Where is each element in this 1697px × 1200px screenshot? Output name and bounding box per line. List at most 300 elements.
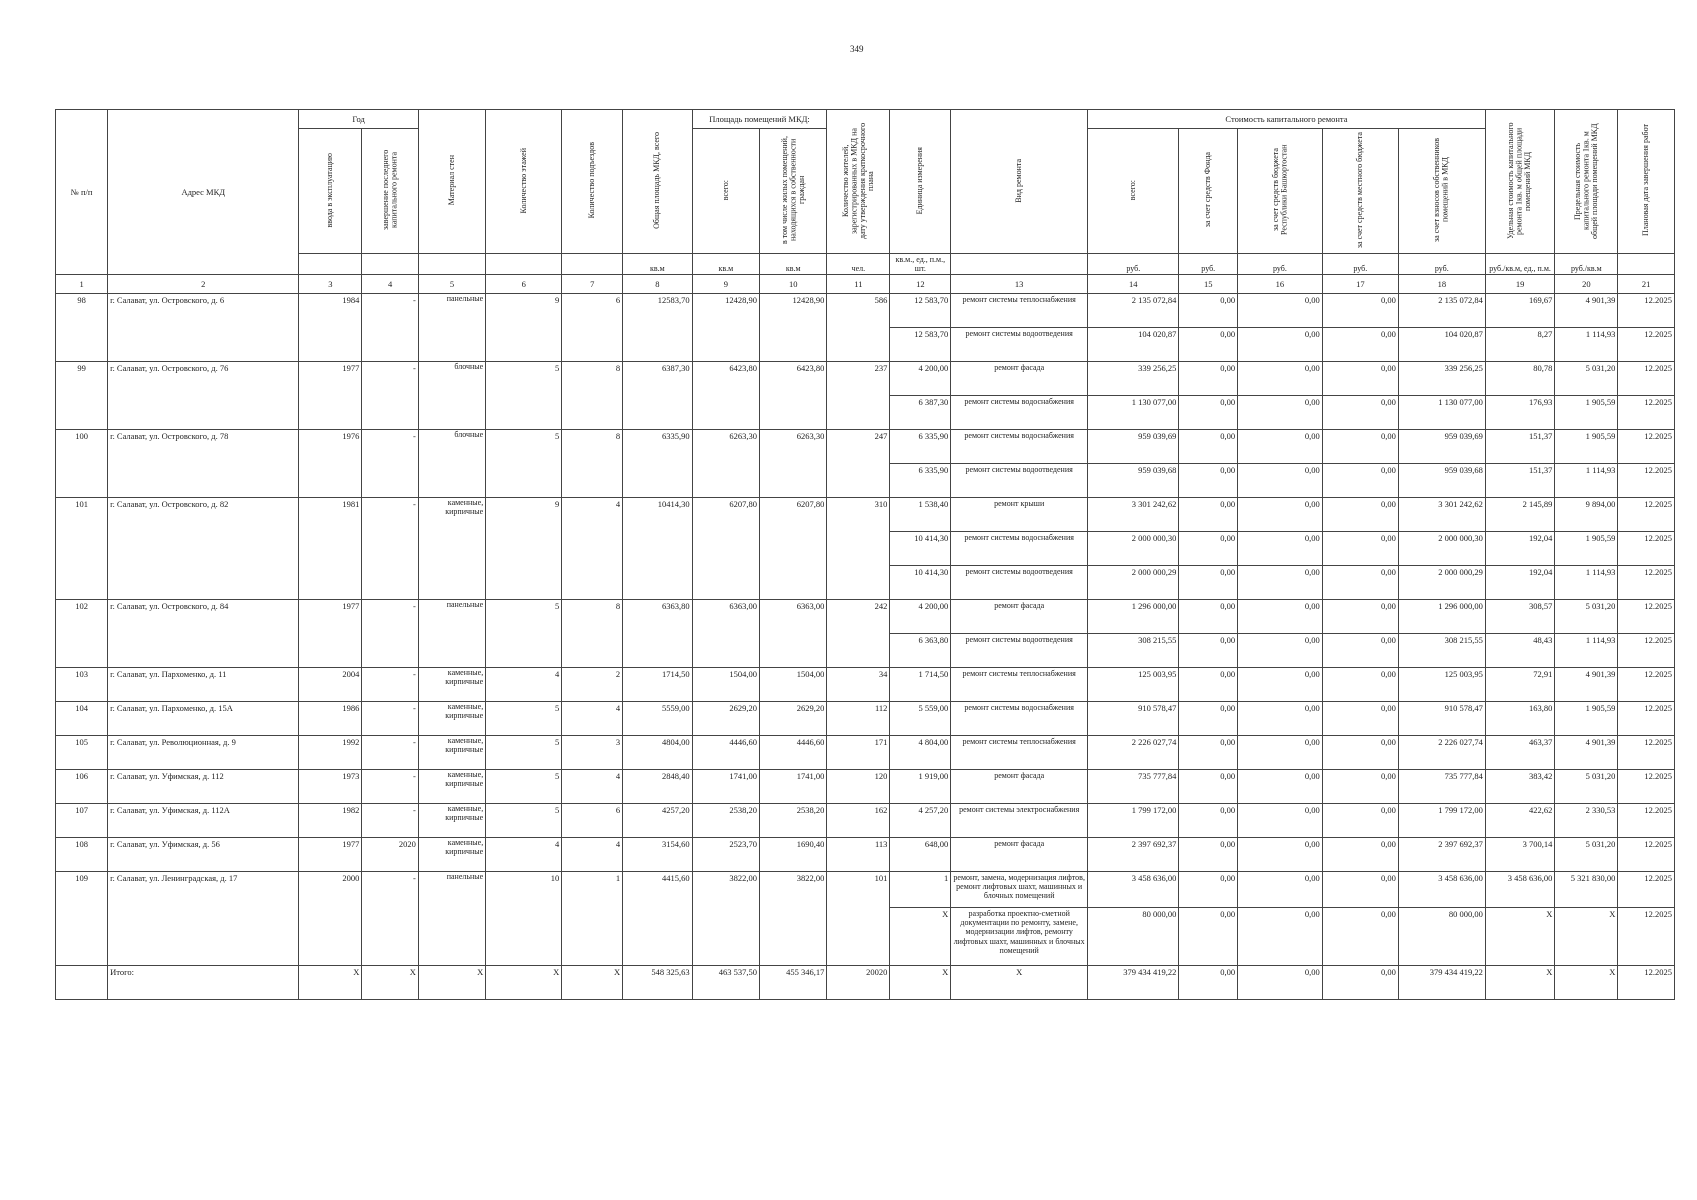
- cost-local: 0,00: [1322, 566, 1398, 600]
- year-commission: 1984: [299, 294, 362, 362]
- total-lb: 0,00: [1322, 966, 1398, 1000]
- table-row: [56, 668, 1675, 702]
- cost-local: 0,00: [1322, 294, 1398, 328]
- total-area: 6335,90: [623, 430, 693, 498]
- header-floors: Количество этажей: [486, 110, 562, 254]
- entrances: 8: [562, 430, 623, 498]
- column-number: 5: [418, 275, 485, 294]
- work-quantity: 4 200,00: [890, 600, 951, 634]
- cost-fund: 0,00: [1179, 600, 1238, 634]
- limit-cost: 4 901,39: [1555, 668, 1618, 702]
- cost-republic: 0,00: [1238, 872, 1323, 908]
- work-quantity: 4 200,00: [890, 362, 951, 396]
- limit-cost: 9 894,00: [1555, 498, 1618, 532]
- work-quantity: X: [890, 908, 951, 966]
- premises-total: 6263,30: [692, 430, 759, 498]
- limit-cost: 5 031,20: [1555, 770, 1618, 804]
- unit-cell: кв.м: [760, 254, 827, 275]
- cost-total: 104 020,87: [1088, 328, 1179, 362]
- unit-cost: 192,04: [1485, 532, 1555, 566]
- row-number: 103: [56, 668, 108, 702]
- total-empty: [56, 966, 108, 1000]
- year-last-repair: -: [362, 430, 418, 498]
- planned-date: 12.2025: [1618, 566, 1675, 600]
- cost-local: 0,00: [1322, 838, 1398, 872]
- total-area: 12583,70: [623, 294, 693, 362]
- planned-date: 12.2025: [1618, 498, 1675, 532]
- work-type: ремонт фасада: [951, 362, 1088, 396]
- planned-date: 12.2025: [1618, 804, 1675, 838]
- address: г. Салават, ул. Уфимская, д. 56: [108, 838, 299, 872]
- work-type: ремонт системы водоотведения: [951, 328, 1088, 362]
- residents: 310: [827, 498, 890, 600]
- cost-local: 0,00: [1322, 396, 1398, 430]
- cost-total: 80 000,00: [1088, 908, 1179, 966]
- header-year-commission: ввода в эксплуатацию: [299, 129, 362, 254]
- year-commission: 1977: [299, 600, 362, 668]
- header-work-type: Вид ремонта: [951, 110, 1088, 254]
- row-number: 107: [56, 804, 108, 838]
- unit-cell: руб.: [1088, 254, 1179, 275]
- work-quantity: 4 257,20: [890, 804, 951, 838]
- unit-cost: 80,78: [1485, 362, 1555, 396]
- total-area: 2848,40: [623, 770, 693, 804]
- cost-total: 3 301 242,62: [1088, 498, 1179, 532]
- column-number: 13: [951, 275, 1088, 294]
- limit-cost: 1 905,59: [1555, 532, 1618, 566]
- cost-fund: 0,00: [1179, 464, 1238, 498]
- entrances: 4: [562, 498, 623, 600]
- header-unit-cost: Удельная стоимость капитального ремонта 1кв. м общей площади помещений МКД: [1485, 110, 1555, 254]
- residents: 171: [827, 736, 890, 770]
- address: г. Салават, ул. Островского, д. 84: [108, 600, 299, 668]
- cost-total: 1 130 077,00: [1088, 396, 1179, 430]
- entrances: 2: [562, 668, 623, 702]
- work-type: ремонт системы водоснабжения: [951, 702, 1088, 736]
- work-quantity: 10 414,30: [890, 566, 951, 600]
- header-premises-group: Площадь помещений МКД:: [692, 110, 827, 129]
- cost-republic: 0,00: [1238, 668, 1323, 702]
- year-last-repair: 2020: [362, 838, 418, 872]
- unit-cell: кв.м., ед., п.м., шт.: [890, 254, 951, 275]
- header-total-area: Общая площадь МКД, всего: [623, 110, 693, 254]
- work-quantity: 648,00: [890, 838, 951, 872]
- cost-republic: 0,00: [1238, 736, 1323, 770]
- column-number: 4: [362, 275, 418, 294]
- cost-fund: 0,00: [1179, 532, 1238, 566]
- address: г. Салават, ул. Островского, д. 6: [108, 294, 299, 362]
- row-number: 105: [56, 736, 108, 770]
- work-type: ремонт фасада: [951, 838, 1088, 872]
- entrances: 4: [562, 838, 623, 872]
- column-number: 18: [1398, 275, 1485, 294]
- premises-incl: 1690,40: [760, 838, 827, 872]
- premises-incl: 1741,00: [760, 770, 827, 804]
- cost-fund: 0,00: [1179, 430, 1238, 464]
- address: г. Салават, ул. Пархоменко, д. 11: [108, 668, 299, 702]
- table-row: [56, 804, 1675, 838]
- total-area: 6387,30: [623, 362, 693, 430]
- premises-total: 6363,00: [692, 600, 759, 668]
- column-number: 2: [108, 275, 299, 294]
- limit-cost: 5 031,20: [1555, 600, 1618, 634]
- year-commission: 1992: [299, 736, 362, 770]
- address: г. Салават, ул. Пархоменко, д. 15А: [108, 702, 299, 736]
- wall-material: панельные: [418, 872, 485, 966]
- cost-republic: 0,00: [1238, 908, 1323, 966]
- cost-local: 0,00: [1322, 498, 1398, 532]
- unit-cost: 2 145,89: [1485, 498, 1555, 532]
- premises-total: 6423,80: [692, 362, 759, 430]
- unit-cost: 169,67: [1485, 294, 1555, 328]
- year-last-repair: -: [362, 362, 418, 430]
- cost-republic: 0,00: [1238, 804, 1323, 838]
- unit-cell: [418, 254, 485, 275]
- unit-cost: 163,80: [1485, 702, 1555, 736]
- work-type: ремонт системы теплоснабжения: [951, 668, 1088, 702]
- residents: 162: [827, 804, 890, 838]
- work-quantity: 12 583,70: [890, 328, 951, 362]
- total-d: 12.2025: [1618, 966, 1675, 1000]
- cost-owners: 735 777,84: [1398, 770, 1485, 804]
- cost-owners: 2 226 027,74: [1398, 736, 1485, 770]
- table-row: [56, 838, 1675, 872]
- total-work-type: X: [951, 966, 1088, 1000]
- floors: 10: [486, 872, 562, 966]
- header-cost-republic: за счет средств бюджета Республики Башкортостан: [1238, 129, 1323, 254]
- header-planned-date: Плановая дата завершения работ: [1618, 110, 1675, 254]
- planned-date: 12.2025: [1618, 464, 1675, 498]
- cost-local: 0,00: [1322, 634, 1398, 668]
- planned-date: 12.2025: [1618, 328, 1675, 362]
- work-type: ремонт крыши: [951, 498, 1088, 532]
- header-premises-incl: в том числе жилых помещений, находящихся в собственности граждан: [760, 129, 827, 254]
- unit-cost: X: [1485, 908, 1555, 966]
- year-commission: 1981: [299, 498, 362, 600]
- unit-cost: 192,04: [1485, 566, 1555, 600]
- floors: 5: [486, 702, 562, 736]
- limit-cost: 2 330,53: [1555, 804, 1618, 838]
- year-commission: 1977: [299, 362, 362, 430]
- work-type: ремонт системы водоотведения: [951, 566, 1088, 600]
- planned-date: 12.2025: [1618, 430, 1675, 464]
- premises-incl: 12428,90: [760, 294, 827, 362]
- limit-cost: 1 114,93: [1555, 464, 1618, 498]
- cost-local: 0,00: [1322, 600, 1398, 634]
- cost-republic: 0,00: [1238, 566, 1323, 600]
- limit-cost: 5 031,20: [1555, 838, 1618, 872]
- limit-cost: 1 114,93: [1555, 566, 1618, 600]
- total-label: Итого:: [108, 966, 299, 1000]
- column-number: 19: [1485, 275, 1555, 294]
- year-last-repair: -: [362, 668, 418, 702]
- row-number: 108: [56, 838, 108, 872]
- planned-date: 12.2025: [1618, 668, 1675, 702]
- total-area: 10414,30: [623, 498, 693, 600]
- column-number: 7: [562, 275, 623, 294]
- unit-cell: руб.: [1179, 254, 1238, 275]
- cost-total: 910 578,47: [1088, 702, 1179, 736]
- residents: 112: [827, 702, 890, 736]
- header-entrances: Количество подъездов: [562, 110, 623, 254]
- cost-fund: 0,00: [1179, 362, 1238, 396]
- work-quantity: 6 387,30: [890, 396, 951, 430]
- cost-republic: 0,00: [1238, 396, 1323, 430]
- total-tot: 379 434 419,22: [1088, 966, 1179, 1000]
- cost-fund: 0,00: [1179, 498, 1238, 532]
- premises-total: 6207,80: [692, 498, 759, 600]
- planned-date: 12.2025: [1618, 872, 1675, 908]
- cost-owners: 1 799 172,00: [1398, 804, 1485, 838]
- cost-total: 2 000 000,30: [1088, 532, 1179, 566]
- column-number: 11: [827, 275, 890, 294]
- table-row: [56, 498, 1675, 532]
- work-quantity: 6 335,90: [890, 430, 951, 464]
- wall-material: блочные: [418, 430, 485, 498]
- cost-owners: 1 130 077,00: [1398, 396, 1485, 430]
- work-type: ремонт системы электроснабжения: [951, 804, 1088, 838]
- header-cost-owners: за счет взносов собственников помещений в МКД: [1398, 129, 1485, 254]
- floors: 4: [486, 838, 562, 872]
- floors: 9: [486, 294, 562, 362]
- work-quantity: 5 559,00: [890, 702, 951, 736]
- year-commission: 1986: [299, 702, 362, 736]
- units-row: [56, 254, 1675, 275]
- year-last-repair: -: [362, 872, 418, 966]
- cost-fund: 0,00: [1179, 566, 1238, 600]
- cost-fund: 0,00: [1179, 702, 1238, 736]
- column-number: 9: [692, 275, 759, 294]
- cost-local: 0,00: [1322, 804, 1398, 838]
- cost-local: 0,00: [1322, 668, 1398, 702]
- unit-cell: кв.м: [692, 254, 759, 275]
- cost-republic: 0,00: [1238, 430, 1323, 464]
- residents: 120: [827, 770, 890, 804]
- premises-total: 12428,90: [692, 294, 759, 362]
- cost-fund: 0,00: [1179, 396, 1238, 430]
- row-number: 98: [56, 294, 108, 362]
- total-y1: X: [299, 966, 362, 1000]
- column-number: 8: [623, 275, 693, 294]
- address: г. Салават, ул. Уфимская, д. 112: [108, 770, 299, 804]
- address: г. Салават, ул. Революционная, д. 9: [108, 736, 299, 770]
- work-type: ремонт системы теплоснабжения: [951, 736, 1088, 770]
- unit-cell: чел.: [827, 254, 890, 275]
- limit-cost: X: [1555, 908, 1618, 966]
- entrances: 6: [562, 804, 623, 838]
- unit-cost: 3 458 636,00: [1485, 872, 1555, 908]
- planned-date: 12.2025: [1618, 532, 1675, 566]
- work-type: ремонт фасада: [951, 770, 1088, 804]
- header-year-group: Год: [299, 110, 419, 129]
- cost-fund: 0,00: [1179, 668, 1238, 702]
- entrances: 8: [562, 600, 623, 668]
- planned-date: 12.2025: [1618, 294, 1675, 328]
- limit-cost: 1 905,59: [1555, 430, 1618, 464]
- cost-owners: 910 578,47: [1398, 702, 1485, 736]
- year-last-repair: -: [362, 736, 418, 770]
- cost-fund: 0,00: [1179, 634, 1238, 668]
- column-number: 12: [890, 275, 951, 294]
- residents: 101: [827, 872, 890, 966]
- cost-local: 0,00: [1322, 430, 1398, 464]
- cost-local: 0,00: [1322, 872, 1398, 908]
- entrances: 4: [562, 702, 623, 736]
- column-number: 16: [1238, 275, 1323, 294]
- premises-incl: 2538,20: [760, 804, 827, 838]
- cost-owners: 2 397 692,37: [1398, 838, 1485, 872]
- cost-local: 0,00: [1322, 736, 1398, 770]
- cost-owners: 959 039,68: [1398, 464, 1485, 498]
- column-number: 21: [1618, 275, 1675, 294]
- unit-cost: 308,57: [1485, 600, 1555, 634]
- cost-total: 3 458 636,00: [1088, 872, 1179, 908]
- cost-republic: 0,00: [1238, 838, 1323, 872]
- cost-fund: 0,00: [1179, 872, 1238, 908]
- unit-cost: 176,93: [1485, 396, 1555, 430]
- total-row: [56, 966, 1675, 1000]
- cost-total: 125 003,95: [1088, 668, 1179, 702]
- cost-owners: 80 000,00: [1398, 908, 1485, 966]
- limit-cost: 5 321 830,00: [1555, 872, 1618, 908]
- cost-local: 0,00: [1322, 702, 1398, 736]
- entrances: 8: [562, 362, 623, 430]
- year-commission: 1977: [299, 838, 362, 872]
- cost-fund: 0,00: [1179, 838, 1238, 872]
- wall-material: каменные, кирпичные: [418, 770, 485, 804]
- cost-republic: 0,00: [1238, 464, 1323, 498]
- total-area: 4804,00: [623, 736, 693, 770]
- cost-republic: 0,00: [1238, 328, 1323, 362]
- cost-fund: 0,00: [1179, 736, 1238, 770]
- unit-cell: [299, 254, 362, 275]
- limit-cost: 5 031,20: [1555, 362, 1618, 396]
- wall-material: каменные, кирпичные: [418, 838, 485, 872]
- column-number: 20: [1555, 275, 1618, 294]
- cost-owners: 125 003,95: [1398, 668, 1485, 702]
- cost-local: 0,00: [1322, 464, 1398, 498]
- cost-total: 959 039,68: [1088, 464, 1179, 498]
- header-row-1: [56, 110, 1675, 129]
- unit-cell: руб.: [1238, 254, 1323, 275]
- cost-republic: 0,00: [1238, 600, 1323, 634]
- floors: 4: [486, 668, 562, 702]
- year-last-repair: -: [362, 770, 418, 804]
- premises-incl: 2629,20: [760, 702, 827, 736]
- cost-local: 0,00: [1322, 908, 1398, 966]
- premises-incl: 6207,80: [760, 498, 827, 600]
- year-last-repair: -: [362, 804, 418, 838]
- residents: 34: [827, 668, 890, 702]
- premises-total: 3822,00: [692, 872, 759, 966]
- limit-cost: 1 905,59: [1555, 702, 1618, 736]
- unit-cell: руб./кв.м: [1555, 254, 1618, 275]
- residents: 237: [827, 362, 890, 430]
- cost-owners: 2 000 000,30: [1398, 532, 1485, 566]
- total-rb: 0,00: [1238, 966, 1323, 1000]
- work-quantity: 10 414,30: [890, 532, 951, 566]
- total-uc: X: [1485, 966, 1555, 1000]
- wall-material: каменные, кирпичные: [418, 668, 485, 702]
- cost-fund: 0,00: [1179, 328, 1238, 362]
- cost-total: 959 039,69: [1088, 430, 1179, 464]
- limit-cost: 1 114,93: [1555, 634, 1618, 668]
- page-number: 349: [850, 44, 864, 54]
- unit-cost: 151,37: [1485, 464, 1555, 498]
- cost-republic: 0,00: [1238, 770, 1323, 804]
- header-premises-total: всего:: [692, 129, 759, 254]
- unit-cell: кв.м: [623, 254, 693, 275]
- planned-date: 12.2025: [1618, 736, 1675, 770]
- premises-total: 1504,00: [692, 668, 759, 702]
- premises-total: 2538,20: [692, 804, 759, 838]
- cost-total: 735 777,84: [1088, 770, 1179, 804]
- column-number: 10: [760, 275, 827, 294]
- row-number: 109: [56, 872, 108, 966]
- year-commission: 1982: [299, 804, 362, 838]
- header-wall-material: Материал стен: [418, 110, 485, 254]
- cost-total: 1 799 172,00: [1088, 804, 1179, 838]
- premises-total: 1741,00: [692, 770, 759, 804]
- entrances: 1: [562, 872, 623, 966]
- unit-cell: [362, 254, 418, 275]
- entrances: 4: [562, 770, 623, 804]
- cost-total: 2 397 692,37: [1088, 838, 1179, 872]
- header-limit-cost: Предельная стоимость капитального ремонта 1кв. м общей площади помещений МКД: [1555, 110, 1618, 254]
- cost-local: 0,00: [1322, 532, 1398, 566]
- planned-date: 12.2025: [1618, 362, 1675, 396]
- unit-cost: 463,37: [1485, 736, 1555, 770]
- cost-total: 308 215,55: [1088, 634, 1179, 668]
- cost-fund: 0,00: [1179, 908, 1238, 966]
- planned-date: 12.2025: [1618, 702, 1675, 736]
- floors: 5: [486, 804, 562, 838]
- unit-cost: 151,37: [1485, 430, 1555, 464]
- work-type: разработка проектно-сметной документации по ремонту, замене, модернизации лифтов, ремонту лифтовых шахт, машинных и блочных помещений: [951, 908, 1088, 966]
- limit-cost: 4 901,39: [1555, 294, 1618, 328]
- total-area: 4415,60: [623, 872, 693, 966]
- total-area: 548 325,63: [623, 966, 693, 1000]
- cost-fund: 0,00: [1179, 770, 1238, 804]
- table-row: [56, 770, 1675, 804]
- cost-total: 2 226 027,74: [1088, 736, 1179, 770]
- cost-owners: 3 301 242,62: [1398, 498, 1485, 532]
- header-cost-fund: за счет средств Фонда: [1179, 129, 1238, 254]
- repair-plan-table: [55, 109, 1675, 1000]
- cost-republic: 0,00: [1238, 702, 1323, 736]
- work-quantity: 6 363,80: [890, 634, 951, 668]
- address: г. Салават, ул. Островского, д. 82: [108, 498, 299, 600]
- unit-cell: [486, 254, 562, 275]
- unit-cell: руб.: [1322, 254, 1398, 275]
- limit-cost: 4 901,39: [1555, 736, 1618, 770]
- premises-total: 2629,20: [692, 702, 759, 736]
- planned-date: 12.2025: [1618, 634, 1675, 668]
- cost-local: 0,00: [1322, 362, 1398, 396]
- premises-incl: 3822,00: [760, 872, 827, 966]
- total-fl: X: [486, 966, 562, 1000]
- total-area: 3154,60: [623, 838, 693, 872]
- row-number: 106: [56, 770, 108, 804]
- total-area: 6363,80: [623, 600, 693, 668]
- premises-incl: 6363,00: [760, 600, 827, 668]
- unit-cost: 48,43: [1485, 634, 1555, 668]
- premises-total: 2523,70: [692, 838, 759, 872]
- planned-date: 12.2025: [1618, 838, 1675, 872]
- row-number: 101: [56, 498, 108, 600]
- total-area: 1714,50: [623, 668, 693, 702]
- cost-republic: 0,00: [1238, 498, 1323, 532]
